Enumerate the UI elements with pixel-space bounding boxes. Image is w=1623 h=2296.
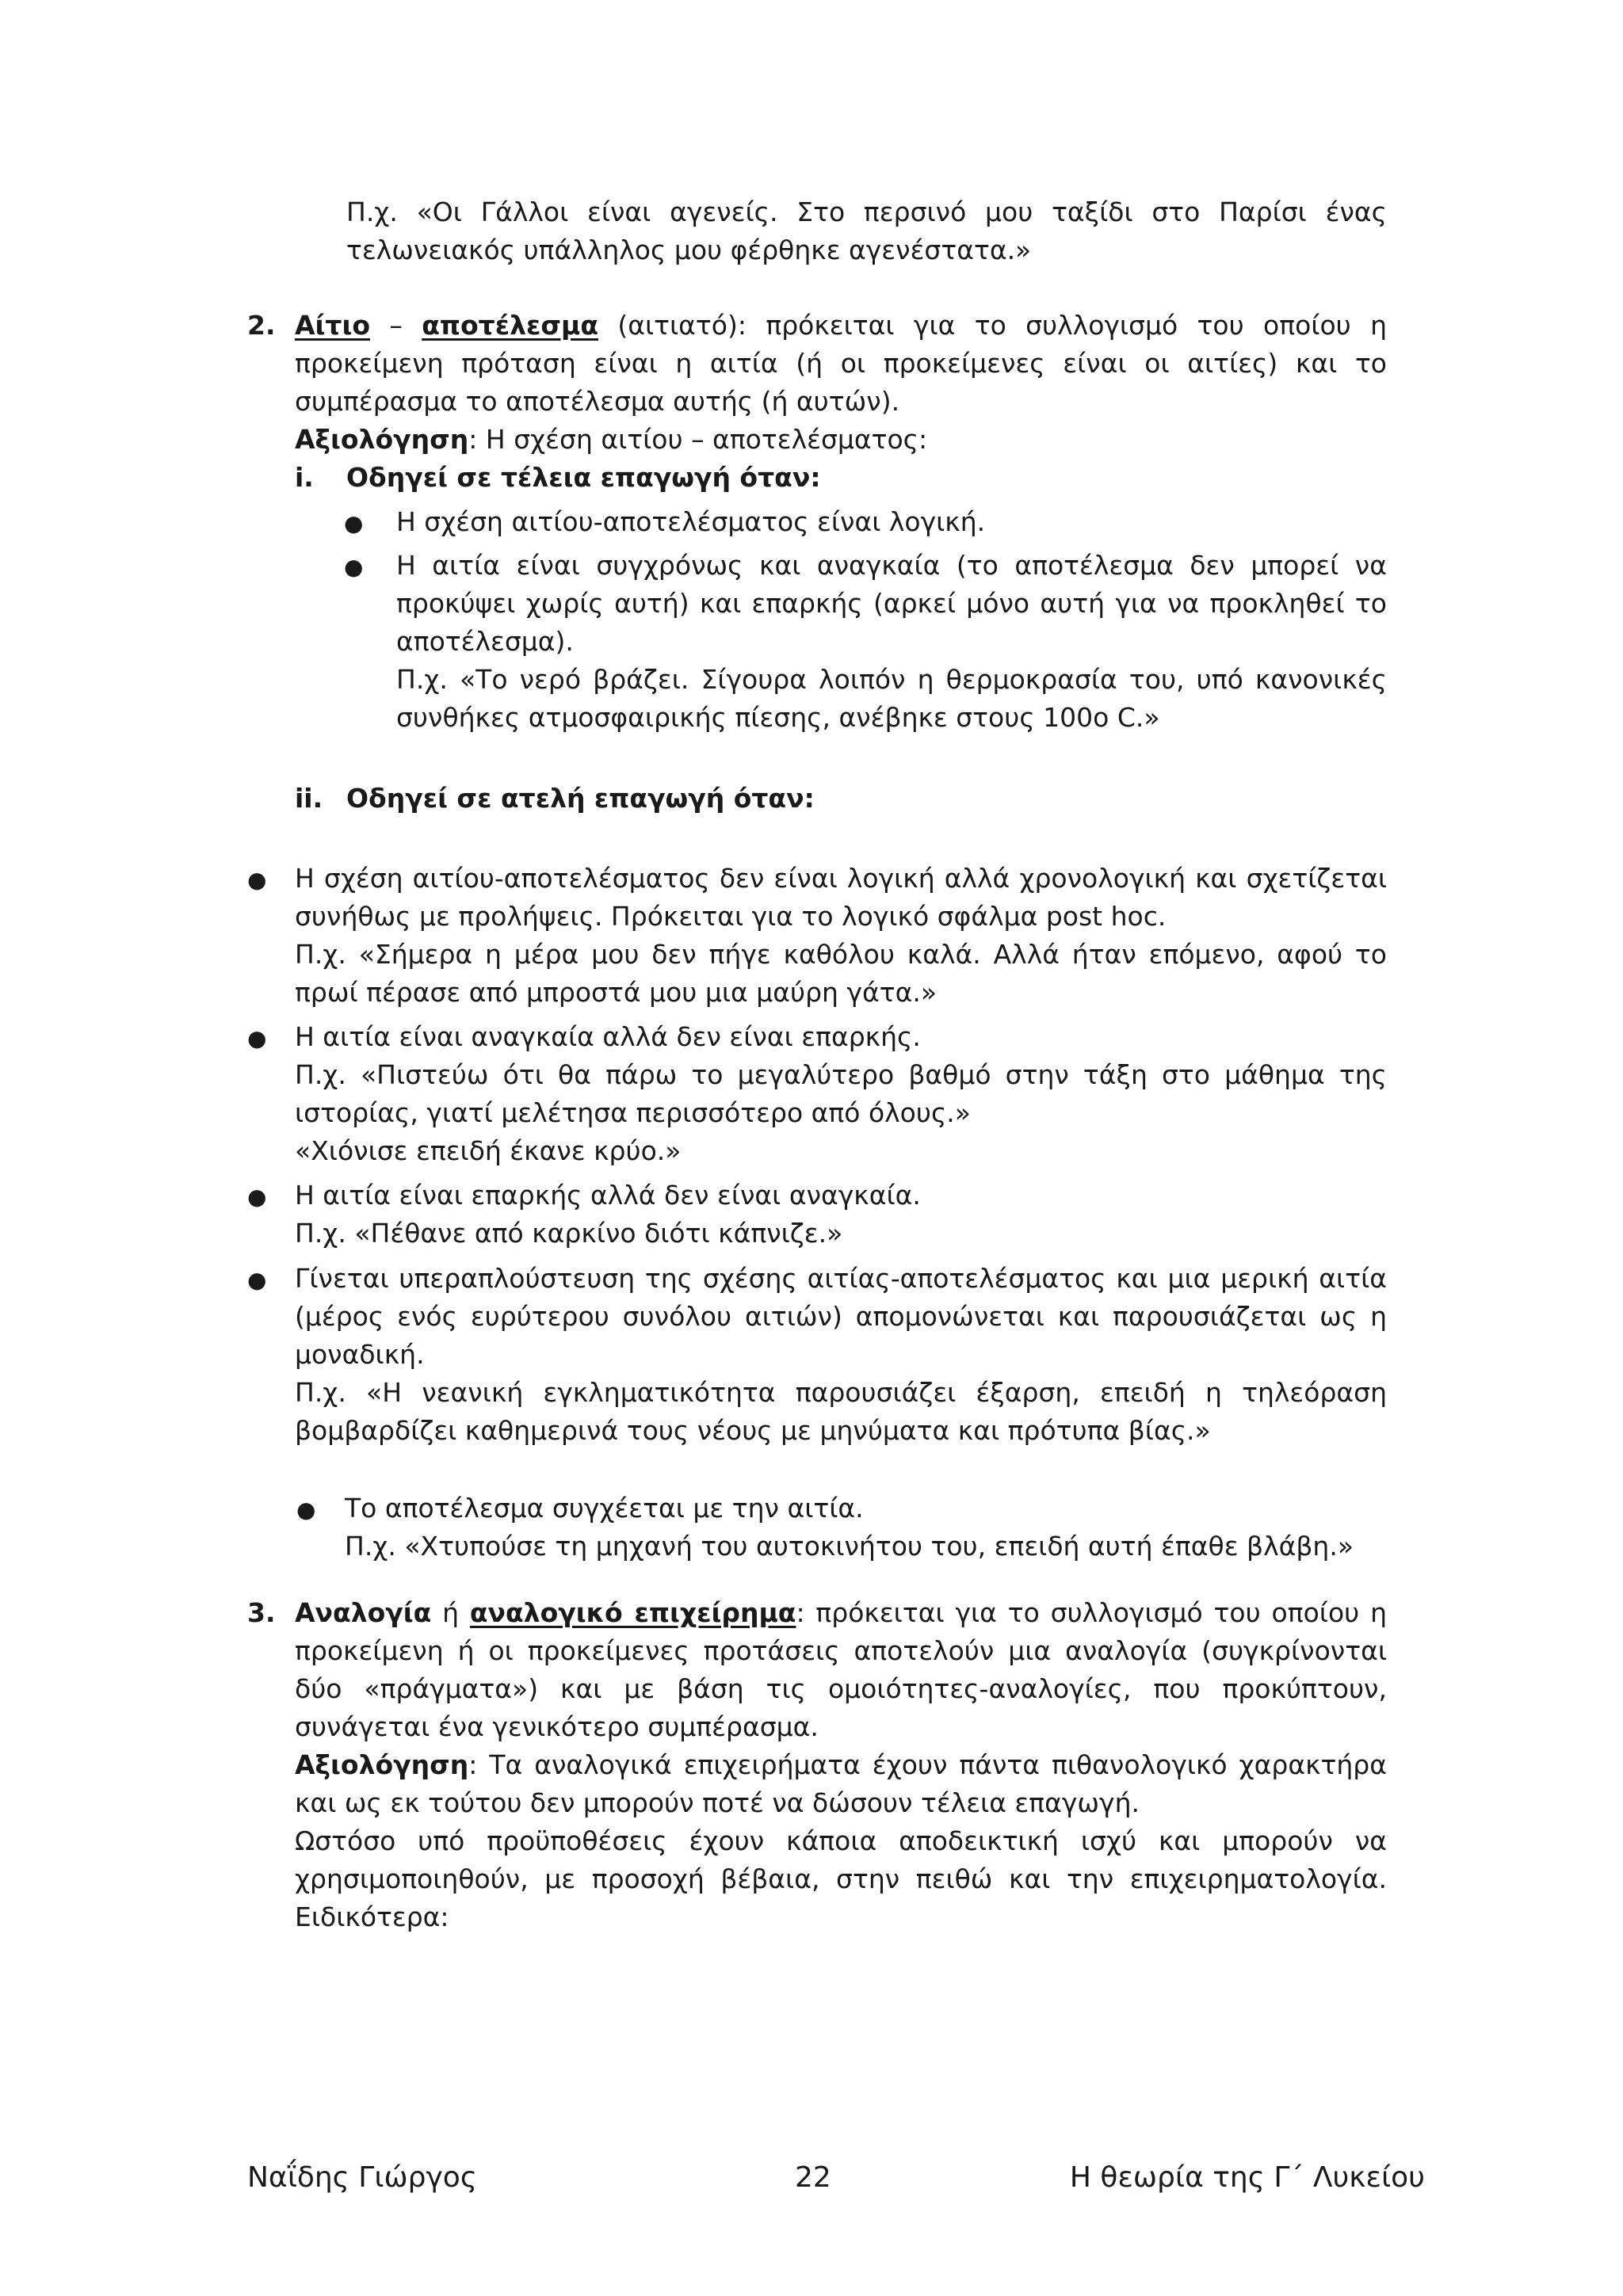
- text-line: Ωστόσο υπό προϋποθέσεις έχουν κάποια αποδεικτική ισχύ και μπορούν να: [295, 1825, 1387, 1856]
- text-line: Η σχέση αιτίου-αποτελέσματος δεν είναι λογική αλλά χρονολογική και σχετίζεται: [295, 863, 1387, 894]
- bullet-item: [396, 503, 1387, 541]
- bullet-item: [396, 547, 1387, 737]
- text-span: (αιτιατό): πρόκειται για το συλλογισμό του οποίου η: [598, 310, 1387, 341]
- term-cause: Αίτιο: [295, 310, 370, 341]
- section-3: [295, 1594, 1387, 1936]
- bullet-icon: ●: [344, 554, 364, 580]
- text-line: προκείμενη πρόταση είναι η αιτία (ή οι προκείμενες είναι οι αιτίες) και το: [295, 348, 1387, 379]
- intro-example: [346, 193, 1387, 269]
- text-span: ή: [431, 1597, 470, 1628]
- text-line: πρωί πέρασε από μπροστά μου μια μαύρη γάτα.»: [295, 977, 938, 1008]
- footer-title: Η θεωρία της Γ΄ Λυκείου: [1069, 2161, 1425, 2194]
- bullet-icon: ●: [247, 1184, 267, 1210]
- text-line: Π.χ. «Πιστεύω ότι θα πάρω το μεγαλύτερο βαθμό στην τάξη στο μάθημα της: [295, 1059, 1387, 1090]
- evaluation-line: [295, 421, 1387, 459]
- bullet-icon: ●: [344, 510, 364, 536]
- text-line: τελωνειακός υπάλληλος μου φέρθηκε αγενέστατα.»: [346, 235, 1032, 265]
- text-line: Η αιτία είναι συγχρόνως και αναγκαία (το αποτέλεσμα δεν μπορεί να: [396, 550, 1387, 581]
- text-span: : Τα αναλογικά επιχειρήματα έχουν πάντα πιθανολογικό χαρακτήρα: [468, 1749, 1387, 1780]
- section-heading-line: [295, 307, 1387, 345]
- roman-marker: ii.: [295, 783, 323, 814]
- subheading: Οδηγεί σε τέλεια επαγωγή όταν:: [346, 462, 821, 493]
- text-line: Το αποτέλεσμα συγχέεται με την αιτία.: [345, 1493, 864, 1524]
- text-span: : Η σχέση αιτίου – αποτελέσματος:: [468, 424, 928, 455]
- bullet-item: [345, 1489, 1387, 1566]
- bullet-icon: ●: [247, 867, 267, 893]
- text-line: «Χιόνισε επειδή έκανε κρύο.»: [295, 1135, 682, 1166]
- text-line: και ως εκ τούτου δεν μπορούν ποτέ να δώσουν τέλεια επαγωγή.: [295, 1787, 1140, 1818]
- evaluation-line: [295, 1746, 1387, 1784]
- text-span: : πρόκειται για το συλλογισμό του οποίου η: [796, 1597, 1387, 1628]
- text-line: Π.χ. «Χτυπούσε τη μηχανή του αυτοκινήτου του, επειδή αυτή έπαθε βλάβη.»: [345, 1531, 1354, 1562]
- text-line: Η σχέση αιτίου-αποτελέσματος είναι λογική.: [396, 506, 986, 537]
- text-line: προκύψει χωρίς αυτή) και επαρκής (αρκεί μόνο αυτή για να προκληθεί το: [396, 588, 1387, 619]
- text-line: μοναδική.: [295, 1339, 425, 1370]
- text-line: συνήθως με προλήψεις. Πρόκειται για το λογικό σφάλμα post hoc.: [295, 901, 1167, 932]
- text-line: βομβαρδίζει καθημερινά τους νέους με μηνύματα και πρότυπα βίας.»: [295, 1415, 1211, 1446]
- footer-author: Ναΐδης Γιώργος: [247, 2161, 477, 2194]
- bullet-item: [295, 860, 1387, 1012]
- text-line: χρησιμοποιηθούν, με προσοχή βέβαια, στην πειθώ και την επιχειρηματολογία.: [295, 1863, 1387, 1894]
- bullet-item: [295, 1177, 1387, 1253]
- text-line: Π.χ. «Πέθανε από καρκίνο διότι κάπνιζε.»: [295, 1218, 843, 1249]
- term-analogy: Αναλογία: [295, 1597, 432, 1628]
- text-line: προκείμενη ή οι προκείμενες προτάσεις αποτελούν μια αναλογία (συγκρίνονται: [295, 1635, 1387, 1666]
- text-line: Π.χ. «Σήμερα η μέρα μου δεν πήγε καθόλου καλά. Αλλά ήταν επόμενο, αφού το: [295, 939, 1387, 970]
- dash: –: [370, 310, 422, 341]
- bullet-icon: ●: [247, 1267, 267, 1293]
- term-effect: αποτέλεσμα: [422, 310, 598, 341]
- roman-marker: i.: [295, 462, 314, 493]
- evaluation-label: Αξιολόγηση: [295, 424, 469, 455]
- text-line: συνάγεται ένα γενικότερο συμπέρασμα.: [295, 1711, 819, 1742]
- bullet-item: [295, 1260, 1387, 1450]
- bullet-item: [295, 1018, 1387, 1170]
- text-line: συμπέρασμα το αποτέλεσμα αυτής (ή αυτών).: [295, 386, 900, 417]
- text-line: δύο «πράγματα») και με βάση τις ομοιότητες-αναλογίες, που προκύπτουν,: [295, 1673, 1387, 1704]
- text-line: Π.χ. «Οι Γάλλοι είναι αγενείς. Στο περσινό μου ταξίδι στο Παρίσι ένας: [346, 196, 1387, 227]
- text-line: Η αιτία είναι αναγκαία αλλά δεν είναι επαρκής.: [295, 1021, 921, 1052]
- text-line: ιστορίας, γιατί μελέτησα περισσότερο από όλους.»: [295, 1097, 971, 1128]
- text-line: Π.χ. «Η νεανική εγκληματικότητα παρουσιάζει έξαρση, επειδή η τηλεόραση: [295, 1377, 1387, 1408]
- bullet-icon: ●: [296, 1497, 316, 1523]
- section-number: 2.: [247, 310, 276, 341]
- text-line: συνθήκες ατμοσφαιρικής πίεσης, ανέβηκε στους 100ο C.»: [396, 702, 1160, 733]
- footer-page-number: 22: [795, 2161, 831, 2194]
- evaluation-label: Αξιολόγηση: [295, 1749, 469, 1780]
- text-line: Γίνεται υπεραπλούστευση της σχέσης αιτίας-αποτελέσματος και μια μερική αιτία: [295, 1263, 1387, 1294]
- subheading: Οδηγεί σε ατελή επαγωγή όταν:: [346, 783, 815, 814]
- term-analogical-argument: αναλογικό επιχείρημα: [469, 1597, 796, 1628]
- section-heading-line: [295, 1594, 1387, 1632]
- text-line: (μέρος ενός ευρύτερου συνόλου αιτιών) απομονώνεται και παρουσιάζεται ως η: [295, 1301, 1387, 1332]
- text-line: Ειδικότερα:: [295, 1901, 449, 1932]
- text-line: αποτέλεσμα).: [396, 626, 574, 657]
- section-2: [295, 307, 1387, 459]
- text-line: Π.χ. «Το νερό βράζει. Σίγουρα λοιπόν η θερμοκρασία του, υπό κανονικές: [396, 664, 1387, 695]
- section-number: 3.: [247, 1597, 276, 1628]
- text-line: Η αιτία είναι επαρκής αλλά δεν είναι αναγκαία.: [295, 1180, 921, 1211]
- bullet-icon: ●: [247, 1025, 267, 1051]
